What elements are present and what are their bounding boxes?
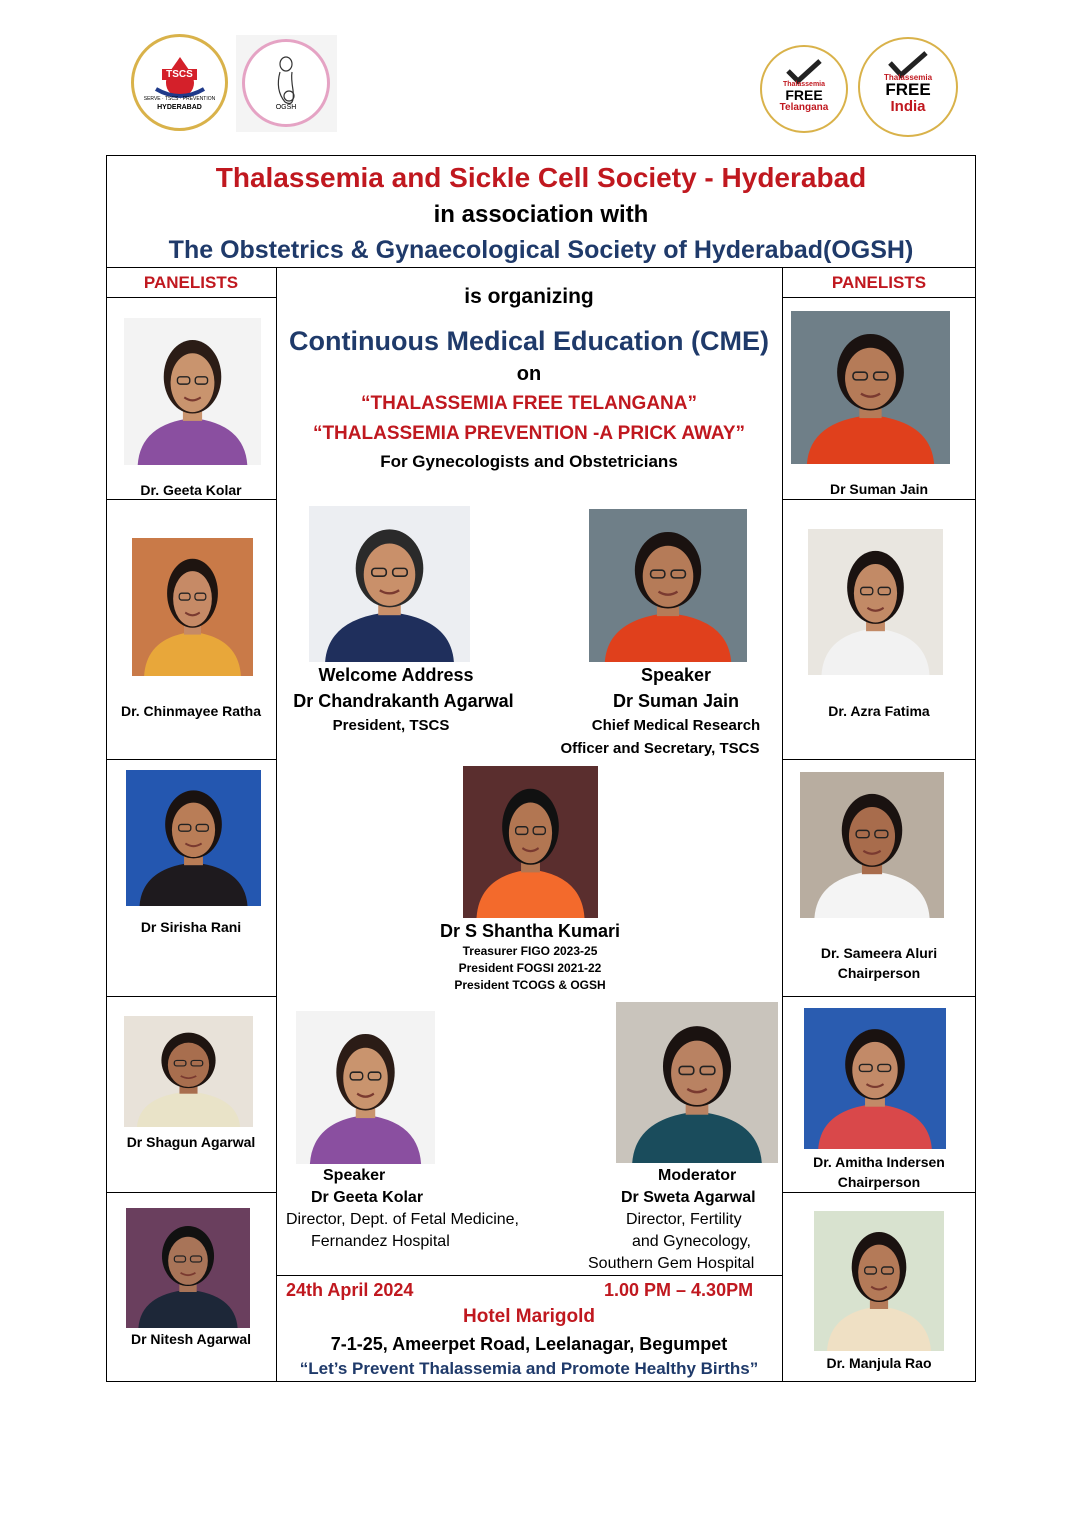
- chief-guest-title: President FOGSI 2021-22: [458, 961, 602, 975]
- panelist-role: Chairperson: [837, 965, 921, 981]
- panelist-name: Dr. Geeta Kolar: [140, 482, 242, 498]
- moderator-role: Moderator: [658, 1167, 737, 1184]
- person-silhouette-icon: [800, 772, 944, 918]
- panelist-name: Dr. Azra Fatima: [828, 703, 930, 719]
- panelist-name: Dr. Chinmayee Ratha: [120, 703, 262, 719]
- panelists-heading-right: PANELISTS: [831, 273, 927, 292]
- organizing-text: is organizing: [464, 285, 594, 308]
- person-silhouette-icon: [808, 529, 943, 675]
- assoc-text: in association with: [433, 201, 649, 228]
- person-silhouette-icon: [296, 1011, 435, 1164]
- event-slogan: “Let’s Prevent Thalassemia and Promote Healthy Births”: [299, 1359, 759, 1378]
- person-silhouette-icon: [126, 1208, 250, 1328]
- panelist-photo: [814, 1211, 944, 1351]
- speaker-name: Dr Suman Jain: [612, 691, 740, 711]
- panelist-name: Dr Suman Jain: [829, 481, 929, 497]
- event-date: 24th April 2024: [286, 1280, 414, 1300]
- tscs-badge: TSCS: [162, 69, 197, 80]
- person-silhouette-icon: [463, 766, 598, 918]
- cme-title: Continuous Medical Education (CME): [289, 326, 769, 356]
- divider: [276, 1275, 782, 1276]
- panelist-name: Dr Shagun Agarwal: [126, 1134, 256, 1150]
- speaker-title: Director, Dept. of Fetal Medicine,: [286, 1211, 519, 1228]
- logo-line-2: FREE: [785, 87, 823, 103]
- panelist-name: Dr. Amitha Indersen: [813, 1154, 945, 1170]
- divider: [782, 267, 783, 1382]
- speaker-name: Dr Geeta Kolar: [311, 1189, 424, 1206]
- moderator-photo: [616, 1002, 778, 1163]
- divider: [782, 297, 976, 298]
- thalassemia-free-india-logo: [858, 37, 958, 137]
- org-title: Thalassemia and Sickle Cell Society - Hyderabad: [215, 162, 867, 193]
- person-silhouette-icon: [814, 1211, 944, 1351]
- topic-1: “THALASSEMIA FREE TELANGANA”: [360, 393, 698, 414]
- divider: [106, 759, 276, 760]
- tscs-logo: [131, 34, 228, 131]
- audience-text: For Gynecologists and Obstetricians: [380, 452, 678, 471]
- person-silhouette-icon: [616, 1002, 778, 1163]
- person-silhouette-icon: [126, 770, 261, 906]
- chief-guest-name: Dr S Shantha Kumari: [439, 921, 621, 941]
- partner-title: The Obstetrics & Gynaecological Society of Hyderabad(OGSH): [168, 236, 914, 264]
- speaker-title: Fernandez Hospital: [311, 1233, 450, 1250]
- welcome-role: Welcome Address: [318, 665, 474, 685]
- speaker-title: Officer and Secretary, TSCS: [560, 740, 760, 757]
- divider: [782, 1192, 976, 1193]
- logo-line-1: Thalassemia: [883, 73, 933, 82]
- event-time: 1.00 PM – 4.30PM: [604, 1280, 754, 1300]
- panelist-photo: [791, 311, 950, 464]
- on-text: on: [516, 363, 542, 385]
- speaker-photo: [296, 1011, 435, 1164]
- welcome-name: Dr Chandrakanth Agarwal: [293, 691, 514, 711]
- person-silhouette-icon: [804, 1008, 946, 1149]
- divider: [106, 996, 276, 997]
- moderator-title: and Gynecology,: [632, 1233, 751, 1250]
- person-silhouette-icon: [309, 506, 470, 662]
- panelist-photo: [124, 1016, 253, 1127]
- person-silhouette-icon: [124, 318, 261, 465]
- panelist-photo: [126, 770, 261, 906]
- logo-line-3: Telangana: [779, 102, 829, 113]
- divider: [106, 297, 276, 298]
- mother-child-icon: [245, 42, 327, 124]
- ogsh-text: OGSH: [275, 104, 297, 111]
- panelist-name: Dr. Manjula Rao: [826, 1355, 932, 1371]
- person-silhouette-icon: [124, 1016, 253, 1127]
- speaker-role: Speaker: [640, 665, 712, 685]
- welcome-title: President, TSCS: [332, 717, 450, 734]
- speaker-role: Speaker: [323, 1167, 386, 1184]
- person-silhouette-icon: [791, 311, 950, 464]
- panelist-photo: [800, 772, 944, 918]
- ogsh-logo: [236, 35, 337, 132]
- chief-guest-photo: [463, 766, 598, 918]
- event-address: 7-1-25, Ameerpet Road, Leelanagar, Begumpet: [330, 1334, 728, 1354]
- divider: [782, 499, 976, 500]
- chief-guest-title: Treasurer FIGO 2023-25: [462, 944, 598, 958]
- person-silhouette-icon: [589, 509, 747, 662]
- moderator-title: Southern Gem Hospital: [588, 1255, 755, 1272]
- speaker-photo: [589, 509, 747, 662]
- divider: [782, 759, 976, 760]
- panelist-photo: [804, 1008, 946, 1149]
- moderator-name: Dr Sweta Agarwal: [621, 1189, 756, 1206]
- divider: [106, 1192, 276, 1193]
- topic-2: “THALASSEMIA PREVENTION -A PRICK AWAY”: [312, 423, 746, 444]
- chief-guest-title: President TCOGS & OGSH: [454, 978, 606, 992]
- panelist-name: Dr Nitesh Agarwal: [130, 1331, 252, 1347]
- tscs-tagline: SERVE · TSCS · PREVENTION: [143, 95, 216, 102]
- panelist-photo: [124, 318, 261, 465]
- logo-line-1: Thalassemia: [782, 81, 826, 88]
- speaker-title: Chief Medical Research: [591, 717, 761, 734]
- event-venue: Hotel Marigold: [463, 1306, 595, 1327]
- moderator-title: Director, Fertility: [626, 1211, 742, 1228]
- panelists-heading-left: PANELISTS: [143, 273, 239, 292]
- panelist-photo: [126, 1208, 250, 1328]
- welcome-photo: [309, 506, 470, 662]
- panelist-name: Dr Sirisha Rani: [140, 919, 242, 935]
- panelist-name: Dr. Sameera Aluri: [820, 945, 938, 961]
- logo-line-3: India: [890, 98, 926, 115]
- panelist-photo: [808, 529, 943, 675]
- panelist-role: Chairperson: [837, 1174, 921, 1190]
- thalassemia-free-telangana-logo: [760, 45, 848, 133]
- person-silhouette-icon: [132, 538, 253, 676]
- divider: [782, 996, 976, 997]
- panelist-photo: [132, 538, 253, 676]
- divider: [106, 267, 976, 268]
- tscs-city: HYDERABAD: [157, 103, 202, 111]
- logo-line-2: FREE: [885, 80, 931, 99]
